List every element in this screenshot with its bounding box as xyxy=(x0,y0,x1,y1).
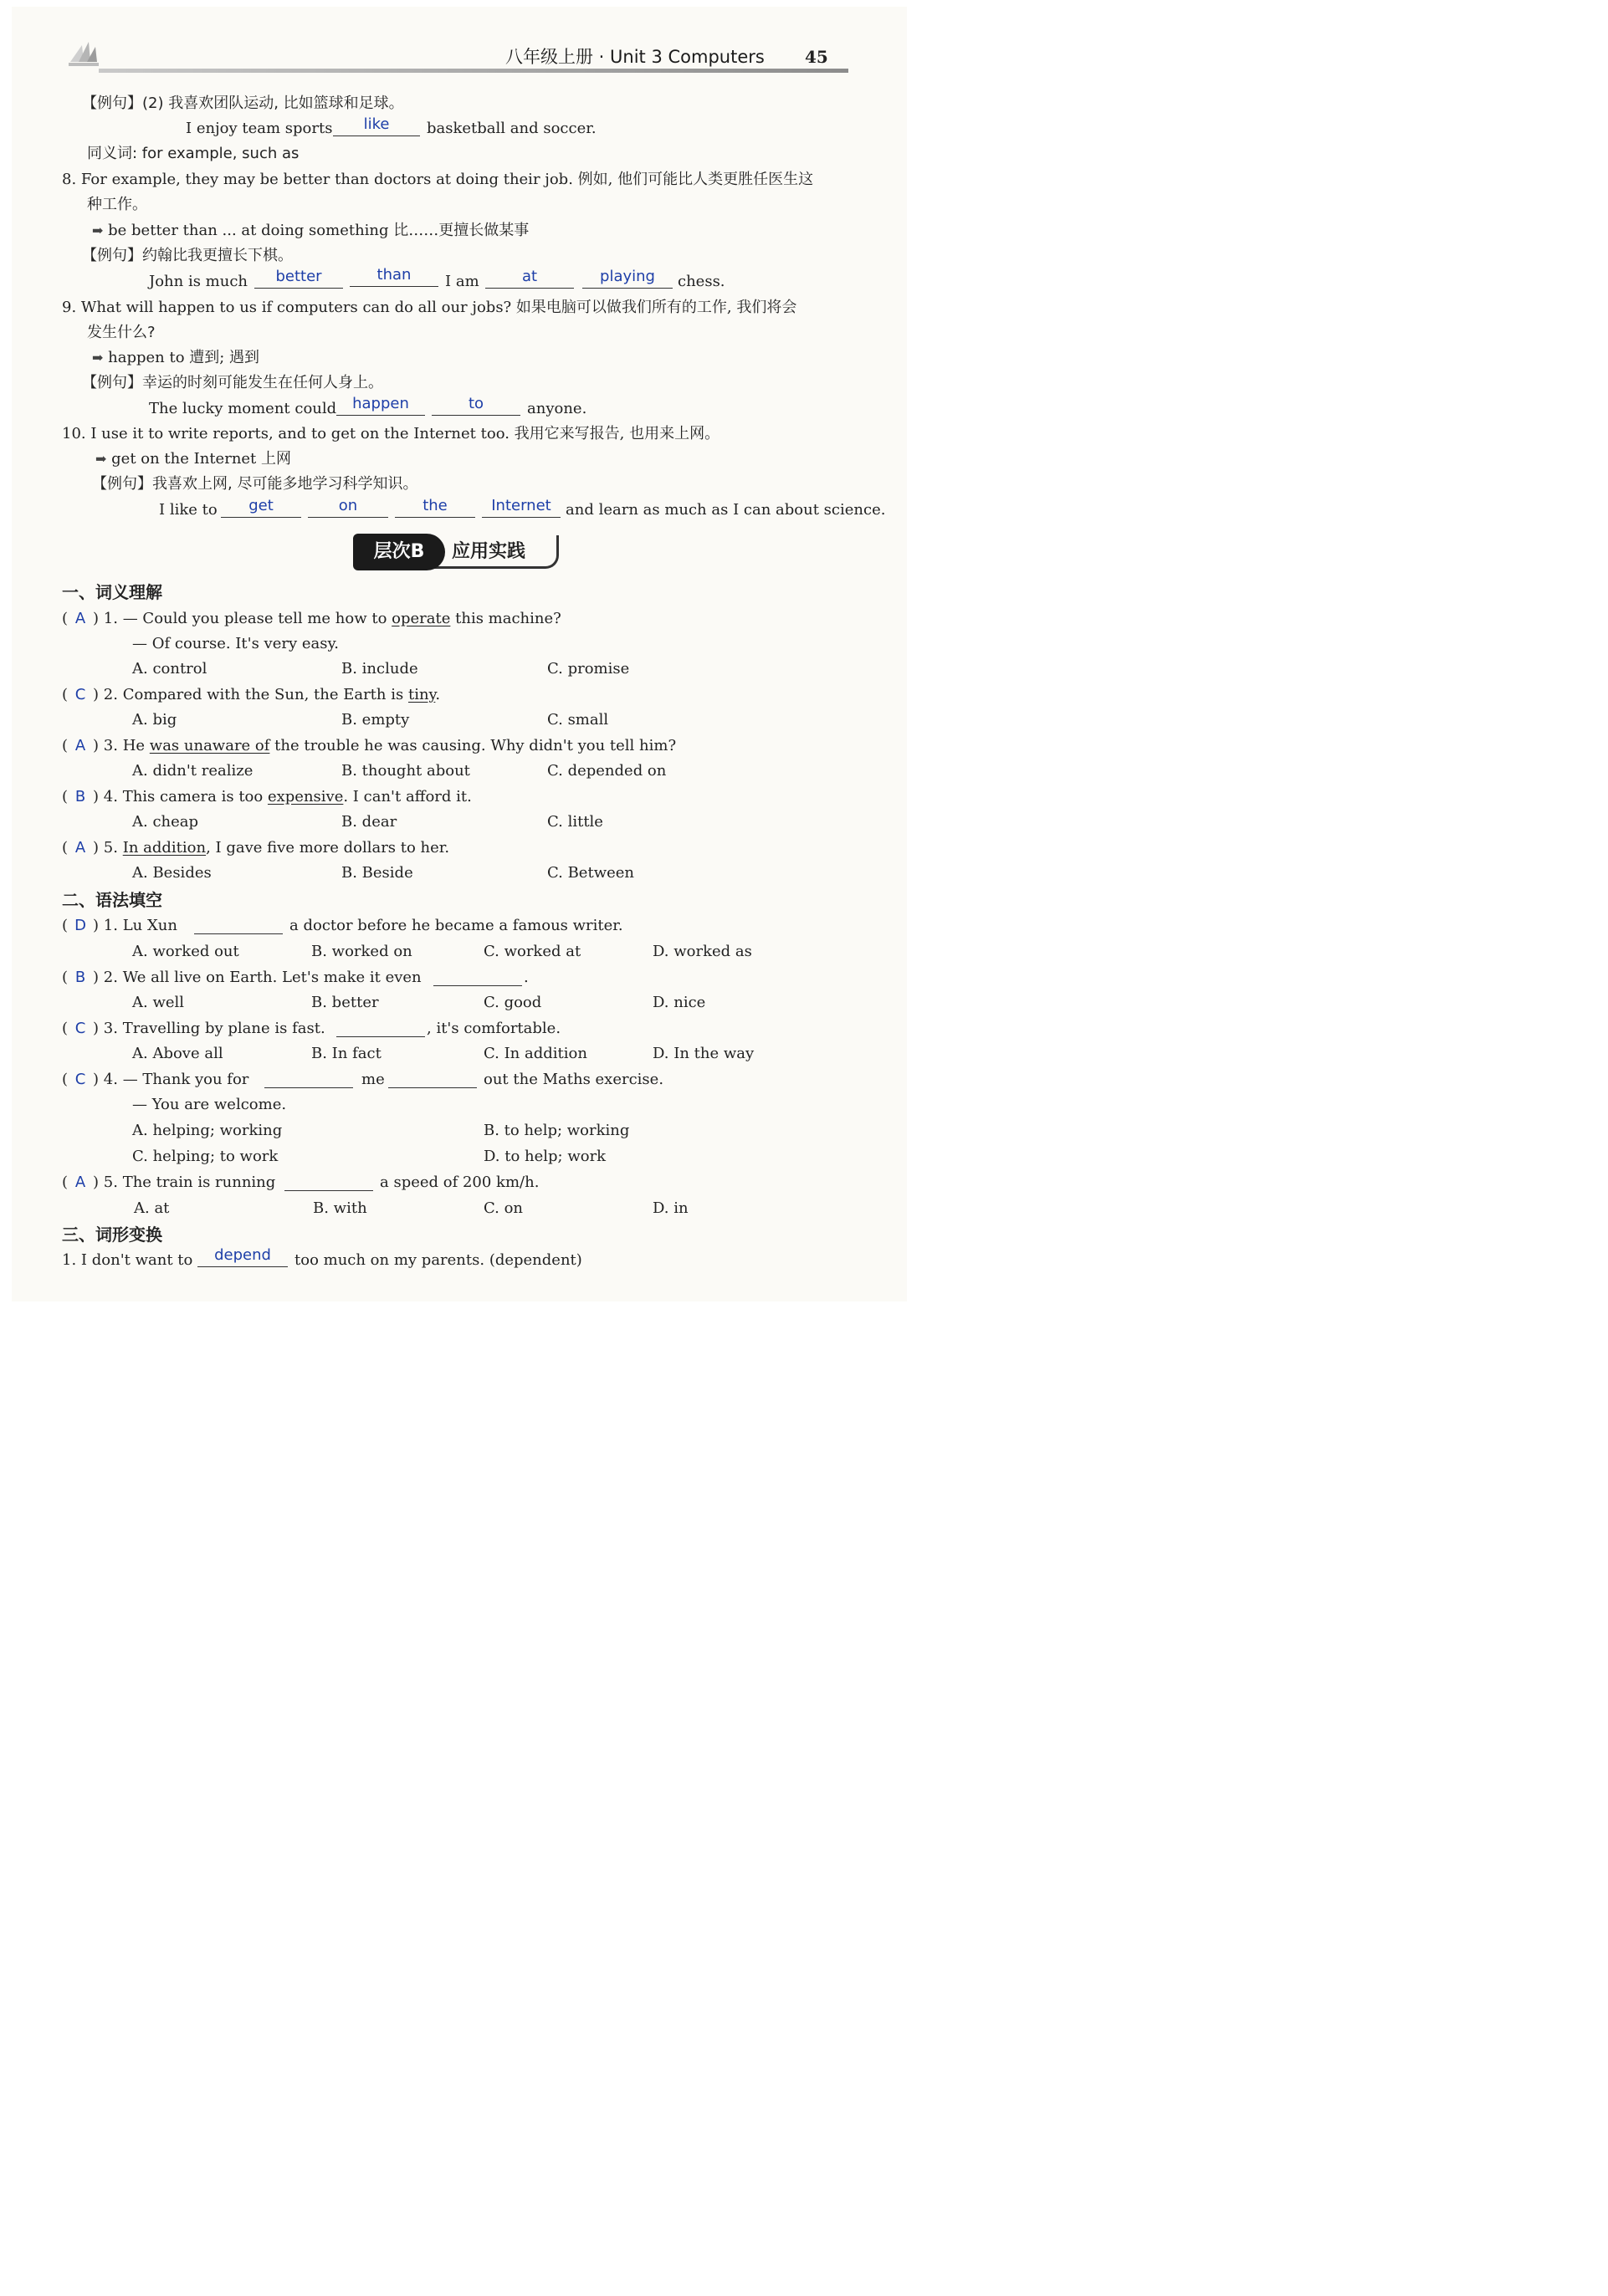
question-stem-end: too much on my parents. (dependent) xyxy=(294,1251,582,1269)
answer-blank[interactable]: Internet xyxy=(482,499,561,518)
option[interactable]: D. nice xyxy=(653,994,706,1011)
header-rule xyxy=(99,69,848,73)
question-stem: — Thank you for xyxy=(122,1071,249,1088)
option[interactable]: A. helping; working xyxy=(132,1122,283,1139)
section-banner xyxy=(353,534,562,572)
synonyms-line: 同义词: for example, such as xyxy=(87,145,300,162)
question-stem: We all live on Earth. Let's make it even xyxy=(122,969,422,986)
answer-blank[interactable]: to xyxy=(432,396,520,416)
option[interactable]: A. cheap xyxy=(132,813,199,831)
option[interactable]: B. to help; working xyxy=(484,1122,630,1139)
question-number: 3. xyxy=(103,1020,118,1037)
item-8-example-en: John is much xyxy=(149,273,248,290)
item-8-example-end: chess. xyxy=(678,273,725,290)
question-stem-end: , it's comfortable. xyxy=(427,1020,561,1037)
option[interactable]: A. worked out xyxy=(132,943,239,960)
question-stem-end: a speed of 200 km/h. xyxy=(380,1174,540,1191)
option[interactable]: A. at xyxy=(134,1199,170,1217)
question-stem: This camera is too xyxy=(122,788,264,805)
answer-blank[interactable]: like xyxy=(333,117,420,136)
question-number: 5. xyxy=(103,839,118,857)
item-9-sentence: 9. What will happen to us if computers can do all our jobs? 如果电脑可以做我们所有的工作, 我们将会 xyxy=(62,299,797,316)
option[interactable]: B. Beside xyxy=(341,864,413,882)
question-row: ( B ) 4. This camera is too expensive. I can't afford it. xyxy=(62,788,472,805)
answer-letter: B xyxy=(74,969,86,986)
item-9-example-end: anyone. xyxy=(527,400,587,417)
answer-blank[interactable]: depend xyxy=(197,1248,288,1267)
item-9-sentence-cont: 发生什么? xyxy=(87,324,156,341)
question-row: ( C ) 2. Compared with the Sun, the Earth is tiny. xyxy=(62,686,441,703)
answer-blank[interactable] xyxy=(264,1069,353,1088)
answer-blank[interactable] xyxy=(433,967,522,986)
item-10-sentence: 10. I use it to write reports, and to get on the Internet too. 我用它来写报告, 也用来上网。 xyxy=(62,425,720,442)
question-stem: Compared with the Sun, the Earth is xyxy=(122,686,404,703)
question-stem-end: . xyxy=(524,969,529,986)
question-row: ( D ) 1. Lu Xun xyxy=(62,917,177,934)
item-9-example-cn: 【例句】幸运的时刻可能发生在任何人身上。 xyxy=(82,374,383,391)
phrase-text: happen to 遭到; 遇到 xyxy=(108,349,260,366)
example-sentence-cn: 【例句】(2) 我喜欢团队运动, 比如篮球和足球。 xyxy=(82,95,404,112)
underlined-word: tiny xyxy=(407,686,436,703)
banner-right-text: 应用实践 xyxy=(452,541,526,562)
option[interactable]: A. Above all xyxy=(132,1045,223,1062)
arrow-icon: ➡ xyxy=(92,350,104,366)
item-8-example-mid: I am xyxy=(445,273,479,290)
underlined-word: expensive xyxy=(267,788,344,805)
section-heading: 二、语法填空 xyxy=(62,890,162,910)
option[interactable]: B. empty xyxy=(341,711,410,729)
question-row: ( A ) 5. In addition, I gave five more dollars to her. xyxy=(62,839,450,857)
question-stem: He xyxy=(122,737,146,754)
question-number: 1. xyxy=(103,610,118,627)
option[interactable]: C. little xyxy=(547,813,603,831)
question-number: 4. xyxy=(103,1071,118,1088)
item-10-example-cn: 【例句】我喜欢上网, 尽可能多地学习科学知识。 xyxy=(92,475,418,493)
question-row: ( A ) 1. — Could you please tell me how to operate this machine? xyxy=(62,610,561,627)
question-dialog: — Of course. It's very easy. xyxy=(132,635,339,652)
option[interactable]: C. In addition xyxy=(484,1045,587,1062)
item-8-phrase xyxy=(92,221,529,241)
answer-blank[interactable]: get xyxy=(221,499,301,518)
answer-blank[interactable] xyxy=(284,1172,373,1191)
header-title: 八年级上册 · Unit 3 Computers xyxy=(505,47,765,67)
answer-letter: C xyxy=(74,686,86,703)
underlined-word: In addition xyxy=(122,839,207,857)
answer-letter: A xyxy=(74,737,86,754)
question-stem-end: . I can't afford it. xyxy=(343,788,472,805)
question-stem: Lu Xun xyxy=(122,917,177,934)
option[interactable]: C. Between xyxy=(547,864,634,882)
option[interactable]: C. small xyxy=(547,711,609,729)
question-row: ( A ) 5. The train is running xyxy=(62,1174,276,1191)
question-number: 2. xyxy=(103,969,118,986)
answer-letter: C xyxy=(74,1071,86,1088)
option[interactable]: C. worked at xyxy=(484,943,581,960)
answer-blank[interactable]: the xyxy=(395,499,475,518)
example-sentence-en: I enjoy team sports xyxy=(186,120,333,137)
answer-blank[interactable]: on xyxy=(308,499,388,518)
option[interactable]: A. control xyxy=(132,660,207,678)
option[interactable]: C. good xyxy=(484,994,542,1011)
option[interactable]: B. thought about xyxy=(341,762,470,780)
item-10-example-en: I like to xyxy=(159,501,218,519)
option[interactable]: D. to help; work xyxy=(484,1148,607,1165)
option[interactable]: C. depended on xyxy=(547,762,667,780)
option[interactable]: B. dear xyxy=(341,813,397,831)
option[interactable]: D. In the way xyxy=(653,1045,755,1062)
question-stem: Travelling by plane is fast. xyxy=(122,1020,325,1037)
question-dialog: — You are welcome. xyxy=(132,1096,287,1113)
banner-level: 层次B xyxy=(353,534,445,570)
answer-blank[interactable] xyxy=(336,1018,425,1037)
answer-blank[interactable] xyxy=(388,1069,477,1088)
section-heading: 三、词形变换 xyxy=(62,1225,162,1245)
answer-blank[interactable]: happen xyxy=(336,396,425,416)
option[interactable]: A. Besides xyxy=(132,864,212,882)
question-row: ( B ) 2. We all live on Earth. Let's make it even xyxy=(62,969,422,986)
answer-blank[interactable]: than xyxy=(350,268,438,287)
example-sentence-en-end: basketball and soccer. xyxy=(427,120,597,137)
question-row: ( A ) 3. He was unaware of the trouble he was causing. Why didn't you tell him? xyxy=(62,737,677,754)
question-stem-end: this machine? xyxy=(455,610,561,627)
option[interactable]: B. better xyxy=(311,994,379,1011)
item-8-sentence: 8. For example, they may be better than doctors at doing their job. 例如, 他们可能比人类更胜任医生这 xyxy=(62,171,814,188)
option[interactable]: B. In fact xyxy=(311,1045,382,1062)
underlined-word: was unaware of xyxy=(149,737,270,754)
answer-blank[interactable]: playing xyxy=(582,269,673,289)
question-stem-end: a doctor before he became a famous writer. xyxy=(289,917,623,934)
arrow-icon: ➡ xyxy=(92,222,104,238)
option[interactable]: A. big xyxy=(132,711,177,729)
answer-letter: C xyxy=(74,1020,86,1037)
phrase-text: be better than ... at doing something 比……更擅长做某事 xyxy=(108,222,530,239)
question-row: ( C ) 3. Travelling by plane is fast. xyxy=(62,1020,325,1037)
question-number: 4. xyxy=(103,788,118,805)
item-9-example-en: The lucky moment could xyxy=(149,400,337,417)
question-stem: — Could you please tell me how to xyxy=(122,610,387,627)
underlined-word: operate xyxy=(392,610,451,627)
banner-title xyxy=(433,535,559,569)
answer-letter: A xyxy=(74,839,86,857)
answer-blank[interactable]: at xyxy=(485,269,574,289)
option[interactable]: B. include xyxy=(341,660,418,678)
question-number: 1. xyxy=(62,1251,77,1269)
option[interactable]: A. well xyxy=(132,994,185,1011)
item-10-example-end: and learn as much as I can about science. xyxy=(566,501,886,519)
answer-blank[interactable] xyxy=(194,915,283,934)
question-stem-end: the trouble he was causing. Why didn't you tell him? xyxy=(274,737,677,754)
option[interactable]: C. promise xyxy=(547,660,630,678)
answer-letter: D xyxy=(74,917,86,934)
answer-letter: A xyxy=(74,1174,86,1191)
question-row: ( C ) 4. — Thank you for xyxy=(62,1071,249,1088)
arrow-icon: ➡ xyxy=(95,451,107,467)
section-heading: 一、词义理解 xyxy=(62,582,162,602)
page-number: 45 xyxy=(805,47,828,67)
option[interactable]: C. helping; to work xyxy=(132,1148,279,1165)
answer-letter: A xyxy=(74,610,86,627)
item-10-phrase xyxy=(95,449,291,469)
option[interactable]: D. in xyxy=(653,1199,689,1217)
question-stem-end: . xyxy=(435,686,441,703)
option[interactable]: A. didn't realize xyxy=(132,762,253,780)
question-stem: The train is running xyxy=(122,1174,276,1191)
question-row xyxy=(62,1250,192,1271)
option[interactable]: C. on xyxy=(484,1199,524,1217)
book-stack-logo xyxy=(67,37,100,69)
option[interactable]: B. worked on xyxy=(311,943,412,960)
question-stem-mid: me xyxy=(361,1071,385,1088)
question-number: 2. xyxy=(103,686,118,703)
question-number: 1. xyxy=(103,917,118,934)
question-number: 3. xyxy=(103,737,118,754)
question-stem-end: , I gave five more dollars to her. xyxy=(206,839,450,857)
question-stem-end: out the Maths exercise. xyxy=(484,1071,664,1088)
answer-blank[interactable]: better xyxy=(254,269,343,289)
phrase-text: get on the Internet 上网 xyxy=(111,450,292,468)
item-9-phrase xyxy=(92,348,259,368)
item-8-sentence-cont: 种工作。 xyxy=(87,196,147,213)
question-stem: I don't want to xyxy=(80,1251,193,1269)
option[interactable]: D. worked as xyxy=(653,943,752,960)
answer-letter: B xyxy=(74,788,86,805)
option[interactable]: B. with xyxy=(313,1199,367,1217)
question-number: 5. xyxy=(103,1174,118,1191)
item-8-example-cn: 【例句】约翰比我更擅长下棋。 xyxy=(82,247,293,264)
